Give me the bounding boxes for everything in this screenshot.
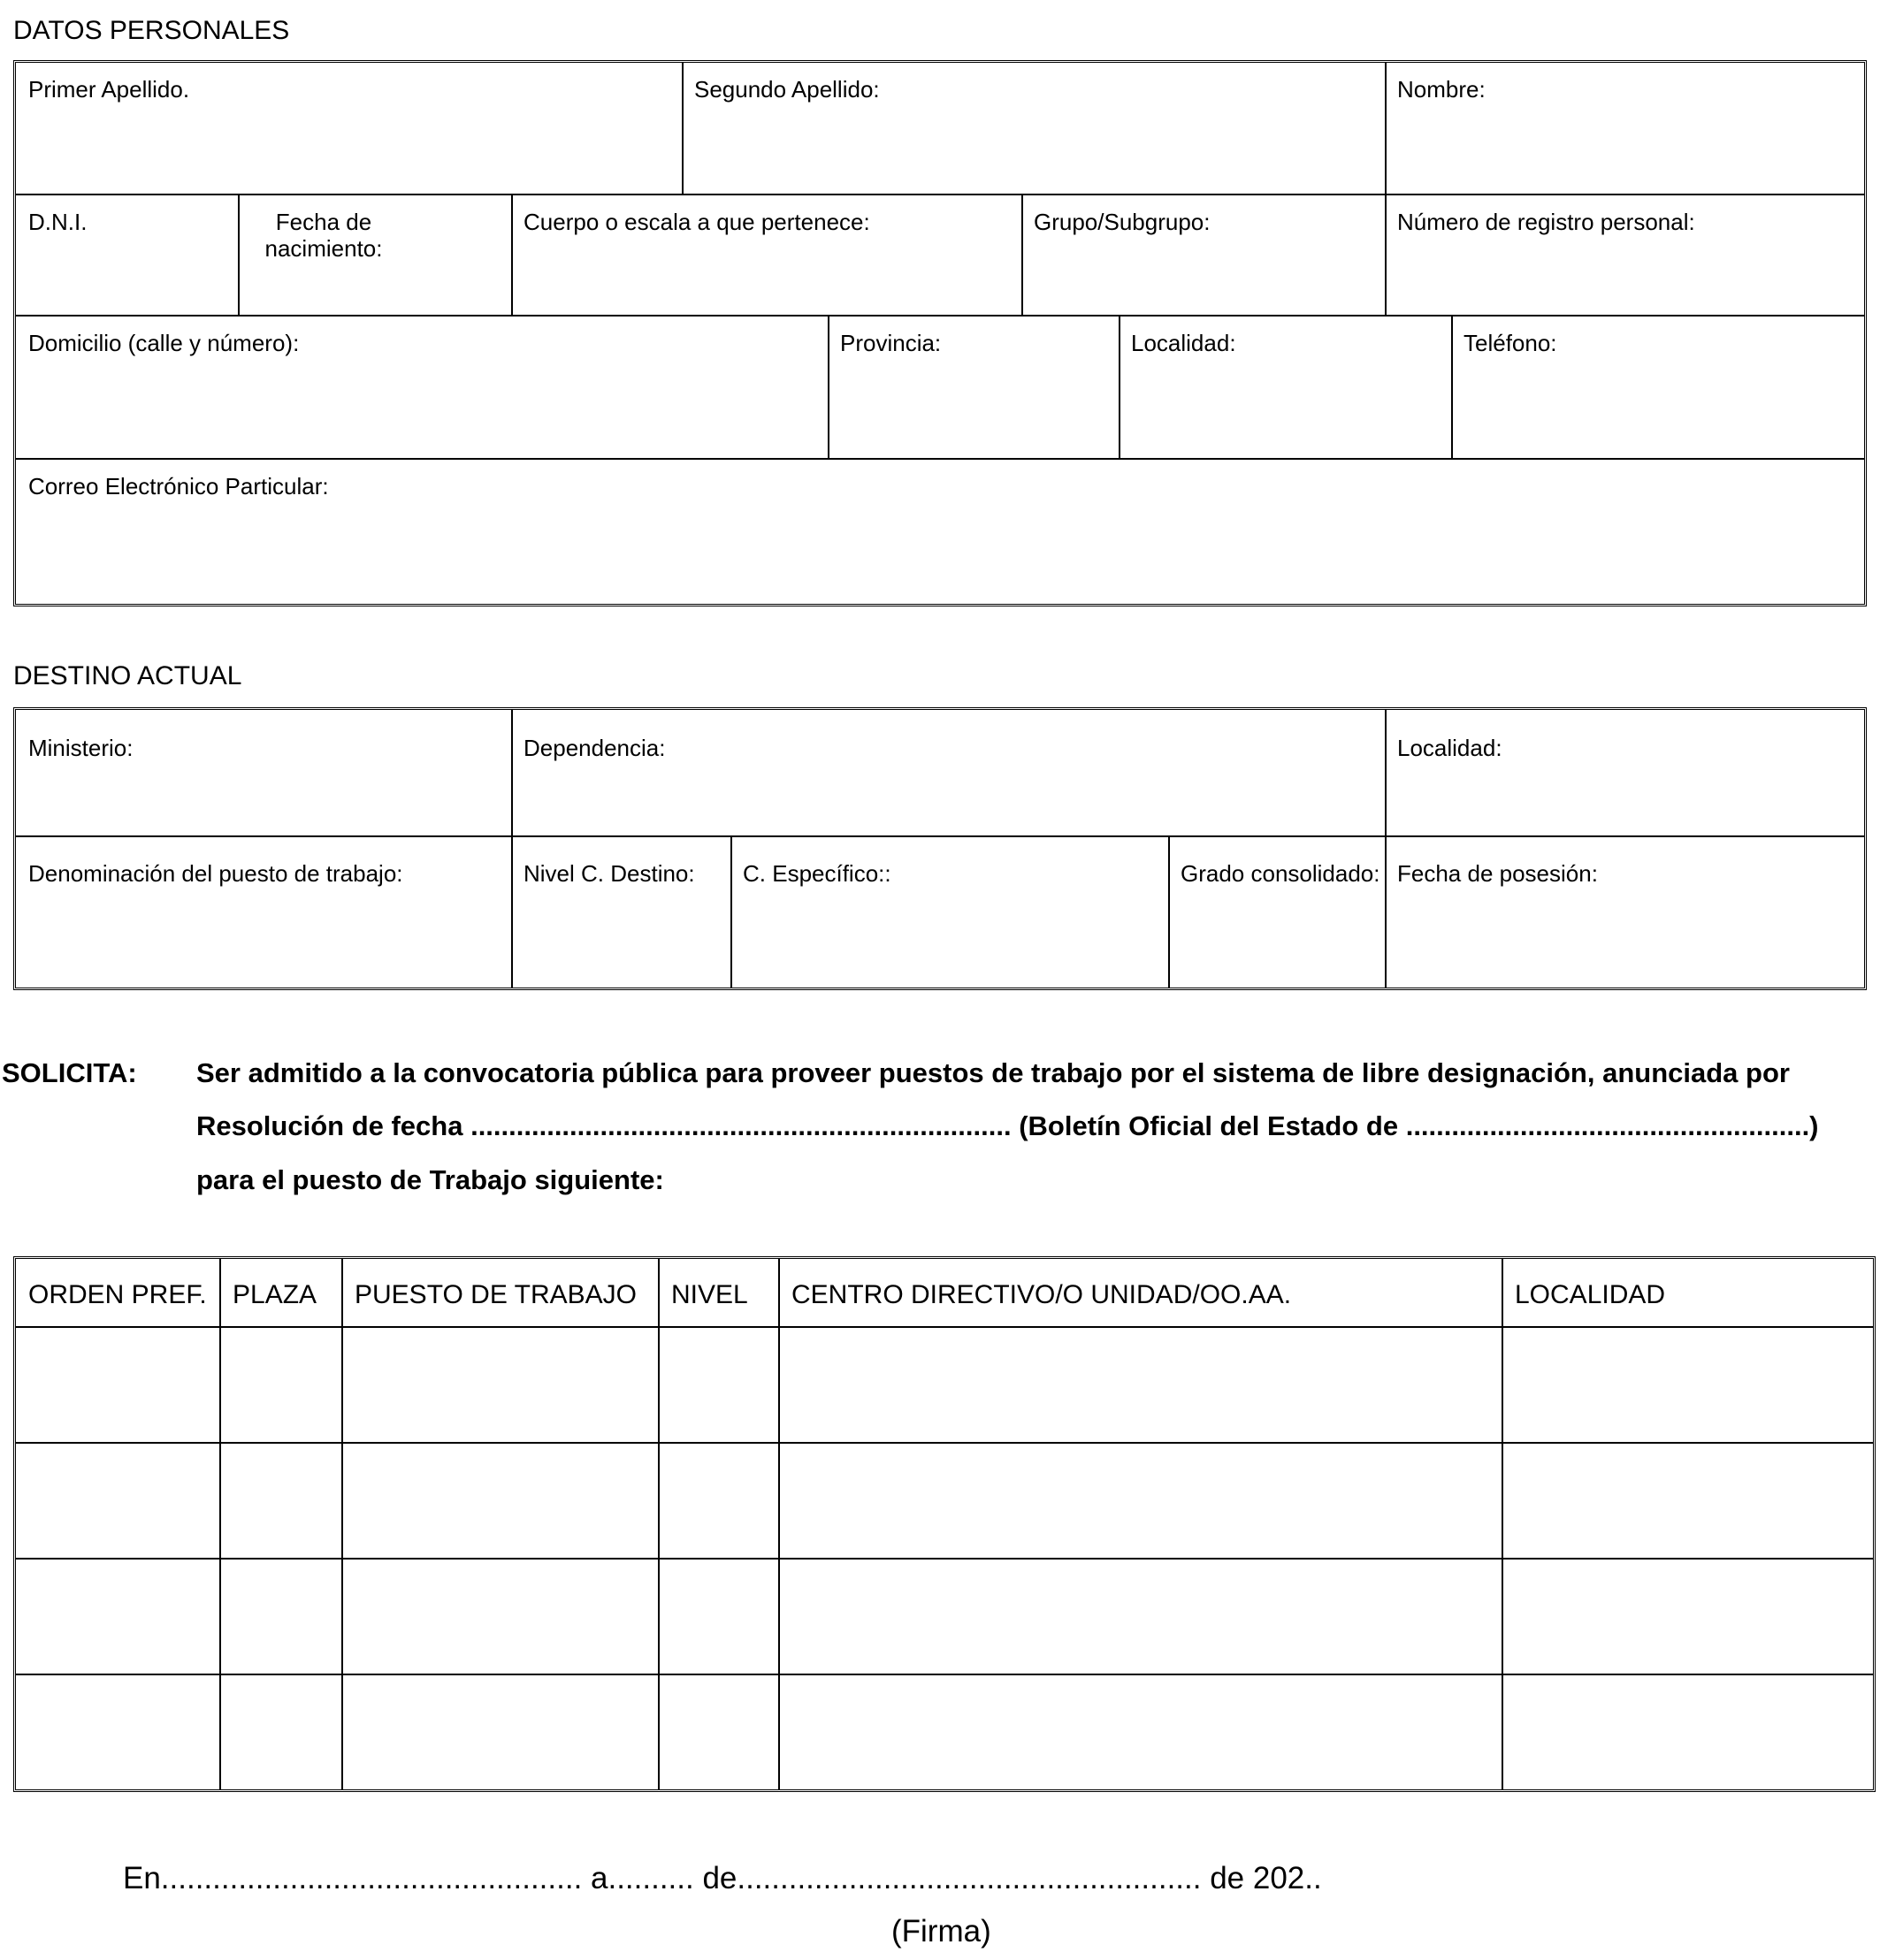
cuerpo-escala-field[interactable]: Cuerpo o escala a que pertenece: xyxy=(523,209,870,235)
header-localidad: LOCALIDAD xyxy=(1515,1280,1666,1309)
telefono-field[interactable]: Teléfono: xyxy=(1463,330,1557,356)
solicita-text-line-2: Resolución de fecha ....................................................................... (Boletín Oficial del Estado de .....................................................) xyxy=(196,1110,1819,1141)
fecha-lugar-line[interactable]: En................................................. a.......... de...................................................... de 202.. xyxy=(123,1861,1322,1895)
denominacion-puesto-field[interactable]: Denominación del puesto de trabajo: xyxy=(28,860,403,887)
correo-electronico-field[interactable]: Correo Electrónico Particular: xyxy=(28,473,329,500)
numero-registro-field[interactable]: Número de registro personal: xyxy=(1397,209,1695,235)
provincia-field[interactable]: Provincia: xyxy=(840,330,942,356)
solicita-text-line-3: para el puesto de Trabajo siguiente: xyxy=(196,1164,664,1195)
header-plaza: PLAZA xyxy=(233,1280,317,1309)
segundo-apellido-field[interactable]: Segundo Apellido: xyxy=(694,76,880,103)
header-centro-directivo: CENTRO DIRECTIVO/O UNIDAD/OO.AA. xyxy=(791,1280,1292,1309)
fecha-nacimiento-field[interactable]: Fecha de nacimiento: xyxy=(264,209,383,262)
nivel-destino-field[interactable]: Nivel C. Destino: xyxy=(523,860,695,887)
header-puesto-trabajo: PUESTO DE TRABAJO xyxy=(355,1280,637,1309)
dni-field[interactable]: D.N.I. xyxy=(28,209,88,235)
complemento-especifico-field[interactable]: C. Específico:: xyxy=(743,860,891,887)
solicita-text-line-1: Ser admitido a la convocatoria pública para proveer puestos de trabajo por el sistema de libre designación, anunciada por xyxy=(196,1057,1790,1088)
grado-consolidado-field[interactable]: Grado consolidado: xyxy=(1181,860,1380,887)
solicita-label: SOLICITA: xyxy=(2,1057,137,1088)
grupo-subgrupo-field[interactable]: Grupo/Subgrupo: xyxy=(1034,209,1211,235)
domicilio-field[interactable]: Domicilio (calle y número): xyxy=(28,330,300,356)
header-orden-pref: ORDEN PREF. xyxy=(28,1280,207,1309)
localidad-destino-field[interactable]: Localidad: xyxy=(1397,735,1502,761)
header-nivel: NIVEL xyxy=(671,1280,748,1309)
firma-label: (Firma) xyxy=(891,1914,991,1949)
nombre-field[interactable]: Nombre: xyxy=(1397,76,1486,103)
fecha-posesion-field[interactable]: Fecha de posesión: xyxy=(1397,860,1598,887)
section-title-datos-personales: DATOS PERSONALES xyxy=(13,16,290,45)
localidad-field[interactable]: Localidad: xyxy=(1131,330,1236,356)
primer-apellido-field[interactable]: Primer Apellido. xyxy=(28,76,190,103)
puestos-table xyxy=(13,1256,1876,1792)
dependencia-field[interactable]: Dependencia: xyxy=(523,735,666,761)
ministerio-field[interactable]: Ministerio: xyxy=(28,735,134,761)
section-title-destino-actual: DESTINO ACTUAL xyxy=(13,661,242,690)
